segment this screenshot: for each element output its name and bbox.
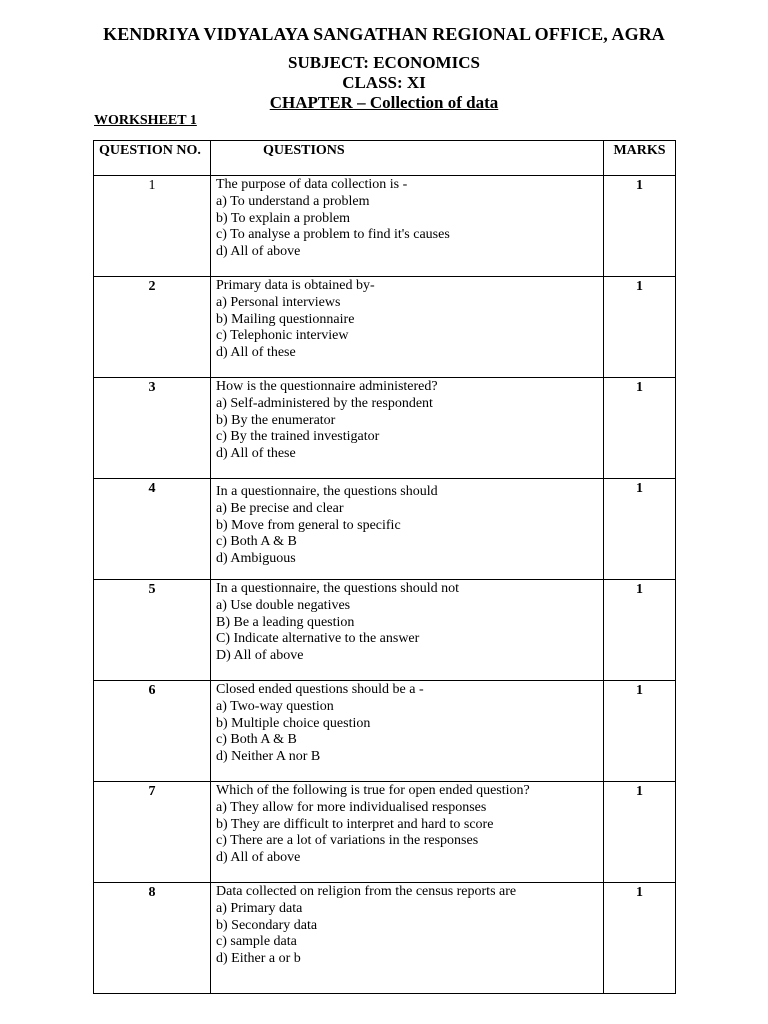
question-row: [94, 681, 676, 782]
option-c: c) To analyse a problem to find it's causes: [216, 227, 450, 243]
question-text: In a questionnaire, the questions should not: [216, 581, 460, 596]
option-d: d) All of these: [216, 345, 296, 361]
header-marks: MARKS: [604, 141, 676, 176]
question-cell: [211, 378, 604, 479]
question-row: [94, 782, 676, 883]
option-a: a) Use double negatives: [216, 597, 351, 613]
question-text: The purpose of data collection is -: [216, 177, 408, 192]
question-marks: 1: [604, 681, 676, 782]
question-marks: 1: [604, 378, 676, 479]
question-text: How is the questionnaire administered?: [216, 379, 438, 394]
question-number: 1: [94, 176, 211, 277]
option-c: c) Telephonic interview: [216, 328, 349, 344]
question-number: 5: [94, 580, 211, 681]
option-d: d) All of these: [216, 446, 296, 462]
option-c: c) Both A & B: [216, 534, 297, 550]
option-b: b) By the enumerator: [216, 412, 336, 428]
organization-title: KENDRIYA VIDYALAYA SANGATHAN REGIONAL OFFICE, AGRA: [103, 24, 665, 44]
question-marks: 1: [604, 277, 676, 378]
header-questions: QUESTIONS: [211, 141, 604, 176]
option-b: b) Move from general to specific: [216, 517, 401, 533]
option-a: a) Personal interviews: [216, 294, 341, 310]
option-d: d) Either a or b: [216, 951, 301, 967]
question-number: 7: [94, 782, 211, 883]
question-cell: [211, 782, 604, 883]
question-cell: [211, 277, 604, 378]
class-line: CLASS: XI: [342, 73, 426, 92]
option-b: b) Multiple choice question: [216, 715, 371, 731]
option-c: c) sample data: [216, 934, 297, 950]
option-d: d) Ambiguous: [216, 551, 296, 567]
questions-table: [93, 140, 676, 994]
question-marks: 1: [604, 580, 676, 681]
question-text: In a questionnaire, the questions should: [216, 484, 438, 499]
option-b: b) Mailing questionnaire: [216, 311, 355, 327]
question-text: Primary data is obtained by-: [216, 278, 375, 293]
option-c: c) There are a lot of variations in the responses: [216, 833, 479, 849]
option-b: b) Secondary data: [216, 917, 318, 933]
option-a: a) They allow for more individualised responses: [216, 799, 487, 815]
question-cell: [211, 883, 604, 994]
question-row: [94, 378, 676, 479]
option-d: D) All of above: [216, 648, 304, 664]
question-marks: 1: [604, 782, 676, 883]
option-c: C) Indicate alternative to the answer: [216, 631, 420, 647]
option-b: b) They are difficult to interpret and hard to score: [216, 816, 494, 832]
question-number: 6: [94, 681, 211, 782]
question-marks: 1: [604, 176, 676, 277]
question-number: 8: [94, 883, 211, 994]
option-a: a) Primary data: [216, 900, 303, 916]
option-c: c) By the trained investigator: [216, 429, 380, 445]
subject-line: SUBJECT: ECONOMICS: [288, 53, 480, 72]
chapter-line: [0, 93, 768, 113]
option-b: b) To explain a problem: [216, 210, 351, 226]
question-number: 4: [94, 479, 211, 580]
question-cell: [211, 681, 604, 782]
option-a: a) Be precise and clear: [216, 500, 344, 516]
question-text: Data collected on religion from the census reports are: [216, 884, 517, 899]
chapter-title: CHAPTER – Collection of data: [269, 93, 499, 112]
header-question-no: QUESTION NO.: [94, 141, 211, 176]
worksheet-label: WORKSHEET 1: [94, 113, 197, 128]
question-row: [94, 580, 676, 681]
option-a: a) To understand a problem: [216, 193, 370, 209]
option-a: a) Self-administered by the respondent: [216, 395, 433, 411]
option-d: d) All of above: [216, 244, 301, 260]
question-marks: 1: [604, 479, 676, 580]
question-row: [94, 277, 676, 378]
question-text: Which of the following is true for open ended question?: [216, 783, 530, 798]
question-row: [94, 883, 676, 994]
question-cell: [211, 580, 604, 681]
question-cell: [211, 176, 604, 277]
option-a: a) Two-way question: [216, 698, 334, 714]
question-cell: [211, 479, 604, 580]
question-number: 3: [94, 378, 211, 479]
question-text: Closed ended questions should be a -: [216, 682, 424, 697]
option-d: d) All of above: [216, 850, 301, 866]
option-d: d) Neither A nor B: [216, 749, 321, 765]
option-c: c) Both A & B: [216, 732, 297, 748]
question-row: [94, 176, 676, 277]
table-header-row: [94, 141, 676, 176]
option-b: B) Be a leading question: [216, 614, 355, 630]
question-marks: 1: [604, 883, 676, 994]
question-row: [94, 479, 676, 580]
question-number: 2: [94, 277, 211, 378]
